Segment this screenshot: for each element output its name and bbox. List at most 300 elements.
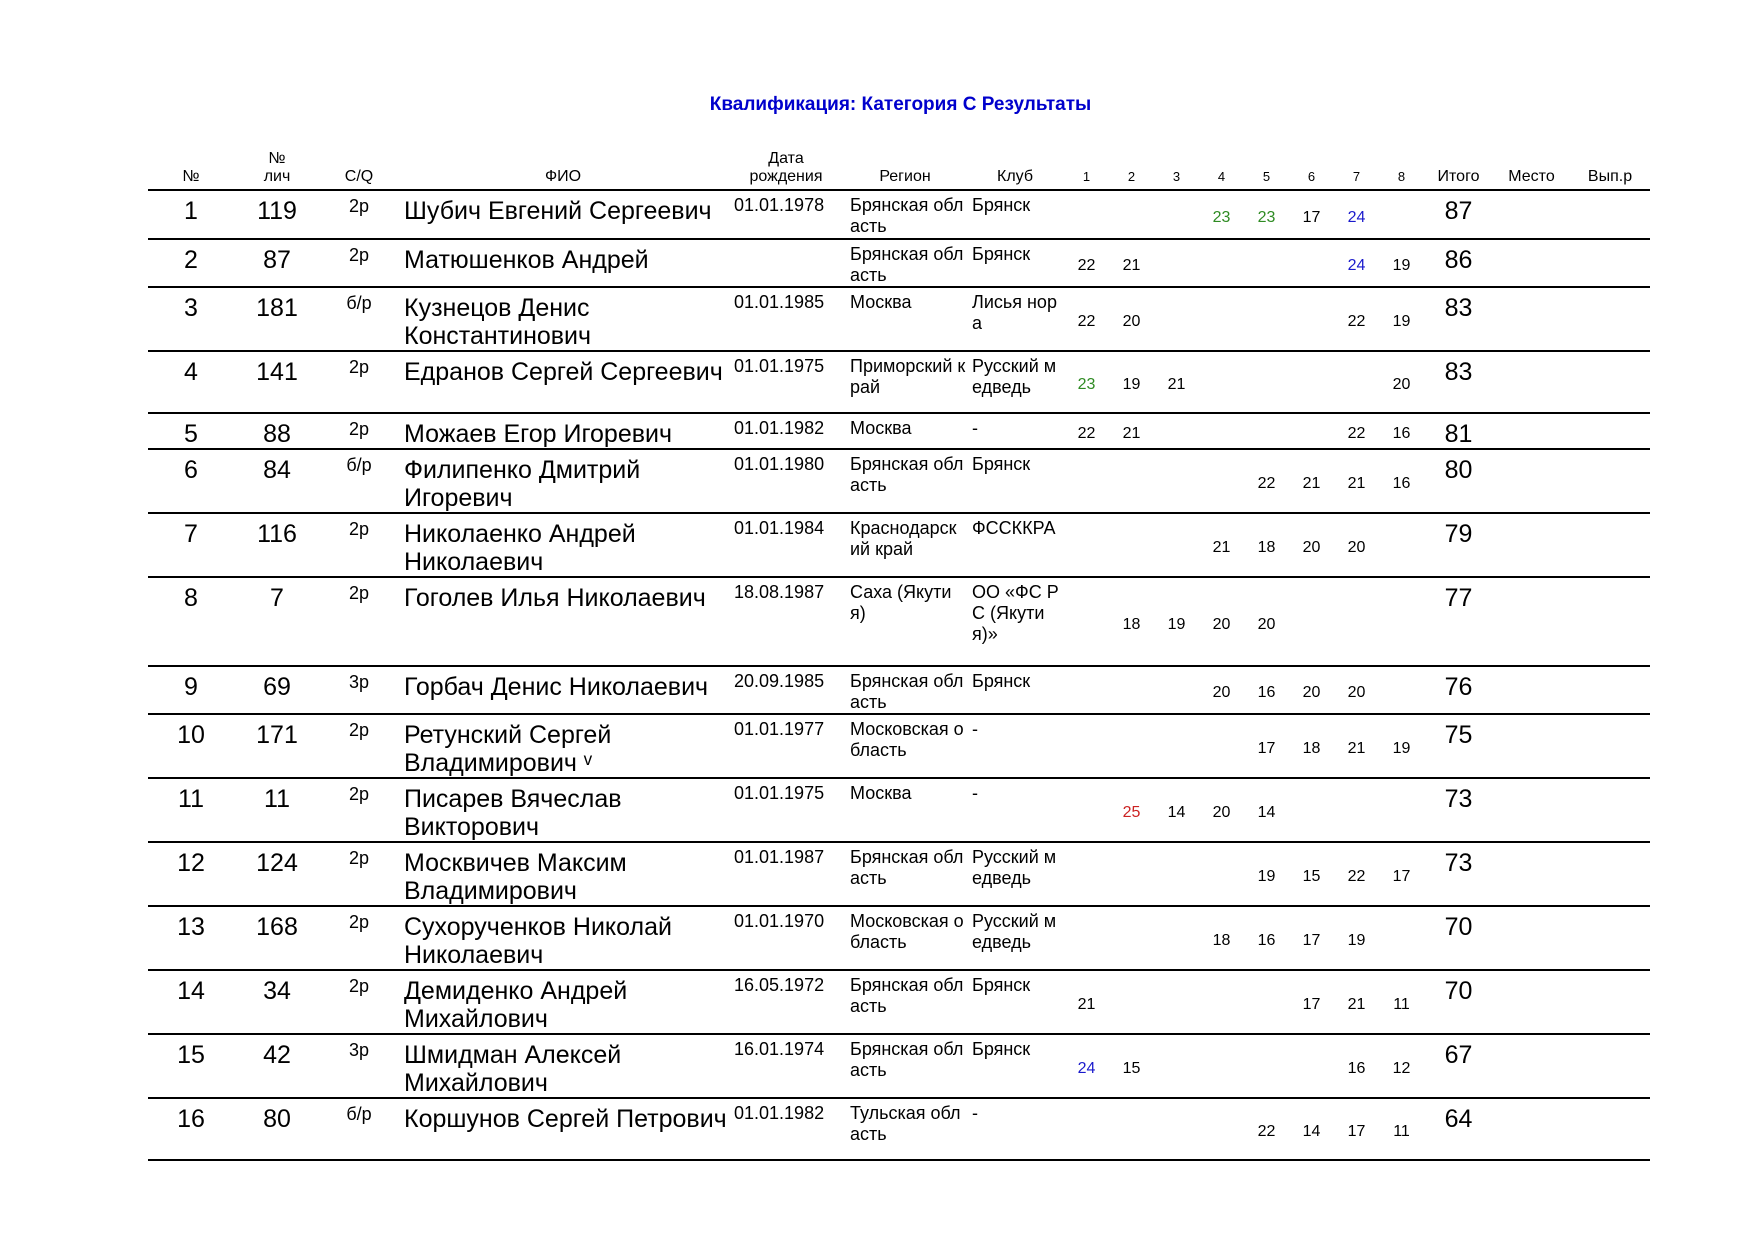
series-score bbox=[1109, 970, 1154, 1034]
place bbox=[1493, 351, 1570, 413]
series-score bbox=[1109, 449, 1154, 513]
full-name: Николаенко Андрей Николаевич bbox=[398, 513, 728, 577]
series-score: 16 bbox=[1334, 1034, 1379, 1098]
place bbox=[1493, 190, 1570, 239]
table-row bbox=[148, 577, 1650, 666]
series-score bbox=[1109, 666, 1154, 714]
vyp-rank bbox=[1570, 413, 1650, 449]
series-score: 21 bbox=[1334, 449, 1379, 513]
table-row bbox=[148, 778, 1650, 842]
row-number: 16 bbox=[148, 1098, 234, 1160]
table-row bbox=[148, 1098, 1650, 1160]
region: Брянская область bbox=[844, 970, 966, 1034]
total-score: 73 bbox=[1424, 778, 1493, 842]
vyp-rank bbox=[1570, 778, 1650, 842]
series-score: 20 bbox=[1199, 666, 1244, 714]
table-row bbox=[148, 449, 1650, 513]
vyp-rank bbox=[1570, 1034, 1650, 1098]
vyp-rank bbox=[1570, 714, 1650, 778]
region: Тульская область bbox=[844, 1098, 966, 1160]
vyp-rank bbox=[1570, 513, 1650, 577]
place bbox=[1493, 239, 1570, 287]
row-number: 13 bbox=[148, 906, 234, 970]
birth-date: 16.05.1972 bbox=[728, 970, 844, 1034]
qualification: 2р bbox=[320, 842, 398, 906]
license-number: 141 bbox=[234, 351, 320, 413]
series-score bbox=[1244, 1034, 1289, 1098]
series-score: 23 bbox=[1064, 351, 1109, 413]
club: - bbox=[966, 1098, 1064, 1160]
license-number: 124 bbox=[234, 842, 320, 906]
row-number: 15 bbox=[148, 1034, 234, 1098]
license-number: 87 bbox=[234, 239, 320, 287]
series-score bbox=[1199, 1098, 1244, 1160]
series-score: 21 bbox=[1109, 239, 1154, 287]
series-score bbox=[1154, 842, 1199, 906]
series-score bbox=[1109, 513, 1154, 577]
full-name: Сухорученков Николай Николаевич bbox=[398, 906, 728, 970]
series-score: 12 bbox=[1379, 1034, 1424, 1098]
birth-date: 01.01.1978 bbox=[728, 190, 844, 239]
vyp-rank bbox=[1570, 351, 1650, 413]
birth-date: 01.01.1975 bbox=[728, 351, 844, 413]
series-score: 16 bbox=[1244, 906, 1289, 970]
full-name: Едранов Сергей Сергеевич bbox=[398, 351, 728, 413]
license-number: 168 bbox=[234, 906, 320, 970]
series-score: 15 bbox=[1289, 842, 1334, 906]
header-fio: ФИО bbox=[398, 150, 728, 190]
series-score: 15 bbox=[1109, 1034, 1154, 1098]
club: ФССККРА bbox=[966, 513, 1064, 577]
full-name: Гоголев Илья Николаевич bbox=[398, 577, 728, 666]
header-club: Клуб bbox=[966, 150, 1064, 190]
table-row bbox=[148, 970, 1650, 1034]
series-score: 22 bbox=[1064, 413, 1109, 449]
series-score: 19 bbox=[1154, 577, 1199, 666]
region: Краснодарский край bbox=[844, 513, 966, 577]
series-score bbox=[1154, 714, 1199, 778]
series-score: 20 bbox=[1289, 666, 1334, 714]
total-score: 70 bbox=[1424, 906, 1493, 970]
series-score bbox=[1244, 970, 1289, 1034]
series-score bbox=[1064, 714, 1109, 778]
license-number: 181 bbox=[234, 287, 320, 351]
series-score bbox=[1334, 351, 1379, 413]
table-row bbox=[148, 239, 1650, 287]
series-score: 18 bbox=[1244, 513, 1289, 577]
row-number: 6 bbox=[148, 449, 234, 513]
series-score bbox=[1334, 778, 1379, 842]
qualification: 2р bbox=[320, 190, 398, 239]
header-series-2: 2 bbox=[1109, 150, 1154, 190]
series-score: 20 bbox=[1244, 577, 1289, 666]
qualification: 2р bbox=[320, 413, 398, 449]
header-lic: № лич bbox=[234, 150, 320, 190]
club: Брянск bbox=[966, 970, 1064, 1034]
series-score: 21 bbox=[1154, 351, 1199, 413]
birth-date: 01.01.1980 bbox=[728, 449, 844, 513]
series-score: 17 bbox=[1289, 190, 1334, 239]
birth-date: 20.09.1985 bbox=[728, 666, 844, 714]
row-number: 12 bbox=[148, 842, 234, 906]
header-row bbox=[148, 150, 1650, 190]
place bbox=[1493, 287, 1570, 351]
club: Брянск bbox=[966, 239, 1064, 287]
series-score bbox=[1154, 1098, 1199, 1160]
series-score bbox=[1379, 577, 1424, 666]
total-score: 76 bbox=[1424, 666, 1493, 714]
region: Москва bbox=[844, 287, 966, 351]
full-name: Ретунский Сергей Владимирович ᵛ bbox=[398, 714, 728, 778]
series-score: 24 bbox=[1064, 1034, 1109, 1098]
license-number: 11 bbox=[234, 778, 320, 842]
license-number: 34 bbox=[234, 970, 320, 1034]
vyp-rank bbox=[1570, 1098, 1650, 1160]
place bbox=[1493, 1034, 1570, 1098]
place bbox=[1493, 577, 1570, 666]
license-number: 84 bbox=[234, 449, 320, 513]
series-score bbox=[1064, 666, 1109, 714]
birth-date: 01.01.1977 bbox=[728, 714, 844, 778]
series-score: 20 bbox=[1199, 577, 1244, 666]
row-number: 7 bbox=[148, 513, 234, 577]
full-name: Шмидман Алексей Михайлович bbox=[398, 1034, 728, 1098]
full-name: Писарев Вячеслав Викторович bbox=[398, 778, 728, 842]
region: Брянская область bbox=[844, 190, 966, 239]
series-score: 20 bbox=[1289, 513, 1334, 577]
series-score bbox=[1199, 842, 1244, 906]
series-score: 16 bbox=[1379, 413, 1424, 449]
series-score bbox=[1199, 413, 1244, 449]
table-row bbox=[148, 714, 1650, 778]
total-score: 75 bbox=[1424, 714, 1493, 778]
series-score: 22 bbox=[1244, 1098, 1289, 1160]
series-score bbox=[1154, 513, 1199, 577]
series-score: 21 bbox=[1064, 970, 1109, 1034]
total-score: 83 bbox=[1424, 287, 1493, 351]
full-name: Кузнецов Денис Константинович bbox=[398, 287, 728, 351]
series-score: 19 bbox=[1244, 842, 1289, 906]
page-title: Квалификация: Категория С Результаты bbox=[709, 94, 1092, 115]
row-number: 1 bbox=[148, 190, 234, 239]
series-score bbox=[1289, 239, 1334, 287]
vyp-rank bbox=[1570, 970, 1650, 1034]
row-number: 3 bbox=[148, 287, 234, 351]
place bbox=[1493, 970, 1570, 1034]
series-score: 22 bbox=[1334, 287, 1379, 351]
header-series-7: 7 bbox=[1334, 150, 1379, 190]
series-score: 20 bbox=[1334, 513, 1379, 577]
series-score bbox=[1154, 666, 1199, 714]
table-row bbox=[148, 842, 1650, 906]
vyp-rank bbox=[1570, 190, 1650, 239]
birth-date: 01.01.1982 bbox=[728, 413, 844, 449]
row-number: 4 bbox=[148, 351, 234, 413]
series-score: 19 bbox=[1379, 239, 1424, 287]
region: Брянская область bbox=[844, 449, 966, 513]
series-score: 19 bbox=[1334, 906, 1379, 970]
header-place: Место bbox=[1493, 150, 1570, 190]
series-score bbox=[1244, 239, 1289, 287]
series-score: 17 bbox=[1334, 1098, 1379, 1160]
club: Брянск bbox=[966, 449, 1064, 513]
qualification: б/р bbox=[320, 287, 398, 351]
header-series-3: 3 bbox=[1154, 150, 1199, 190]
row-number: 2 bbox=[148, 239, 234, 287]
club: Брянск bbox=[966, 190, 1064, 239]
series-score: 21 bbox=[1334, 714, 1379, 778]
series-score: 17 bbox=[1379, 842, 1424, 906]
row-number: 14 bbox=[148, 970, 234, 1034]
qualification: 2р bbox=[320, 714, 398, 778]
region: Московская область bbox=[844, 714, 966, 778]
vyp-rank bbox=[1570, 906, 1650, 970]
full-name: Филипенко Дмитрий Игоревич bbox=[398, 449, 728, 513]
series-score: 24 bbox=[1334, 190, 1379, 239]
series-score bbox=[1064, 577, 1109, 666]
series-score: 21 bbox=[1109, 413, 1154, 449]
place bbox=[1493, 778, 1570, 842]
full-name: Демиденко Андрей Михайлович bbox=[398, 970, 728, 1034]
row-number: 9 bbox=[148, 666, 234, 714]
series-score: 18 bbox=[1199, 906, 1244, 970]
series-score bbox=[1109, 1098, 1154, 1160]
series-score: 18 bbox=[1289, 714, 1334, 778]
vyp-rank bbox=[1570, 239, 1650, 287]
series-score: 17 bbox=[1244, 714, 1289, 778]
header-total: Итого bbox=[1424, 150, 1493, 190]
series-score bbox=[1064, 778, 1109, 842]
birth-date: 01.01.1987 bbox=[728, 842, 844, 906]
table-row bbox=[148, 190, 1650, 239]
birth-date: 01.01.1975 bbox=[728, 778, 844, 842]
header-cq: C/Q bbox=[320, 150, 398, 190]
series-score bbox=[1199, 970, 1244, 1034]
table-row bbox=[148, 1034, 1650, 1098]
series-score bbox=[1244, 413, 1289, 449]
region: Приморский край bbox=[844, 351, 966, 413]
series-score bbox=[1199, 287, 1244, 351]
birth-date: 01.01.1985 bbox=[728, 287, 844, 351]
place bbox=[1493, 449, 1570, 513]
series-score bbox=[1064, 190, 1109, 239]
series-score bbox=[1289, 413, 1334, 449]
place bbox=[1493, 714, 1570, 778]
series-score: 23 bbox=[1199, 190, 1244, 239]
birth-date: 16.01.1974 bbox=[728, 1034, 844, 1098]
club: ОО «ФС РС (Якутия)» bbox=[966, 577, 1064, 666]
series-score bbox=[1154, 906, 1199, 970]
series-score: 21 bbox=[1334, 970, 1379, 1034]
series-score: 21 bbox=[1199, 513, 1244, 577]
series-score: 18 bbox=[1109, 577, 1154, 666]
series-score: 25 bbox=[1109, 778, 1154, 842]
series-score: 14 bbox=[1244, 778, 1289, 842]
series-score bbox=[1379, 778, 1424, 842]
series-score bbox=[1109, 906, 1154, 970]
license-number: 7 bbox=[234, 577, 320, 666]
series-score bbox=[1154, 287, 1199, 351]
qualification: 3р bbox=[320, 1034, 398, 1098]
series-score bbox=[1289, 577, 1334, 666]
series-score bbox=[1064, 842, 1109, 906]
place bbox=[1493, 666, 1570, 714]
row-number: 11 bbox=[148, 778, 234, 842]
qualification: 2р bbox=[320, 778, 398, 842]
series-score bbox=[1064, 513, 1109, 577]
series-score: 22 bbox=[1334, 413, 1379, 449]
series-score bbox=[1154, 1034, 1199, 1098]
table-row bbox=[148, 287, 1650, 351]
series-score bbox=[1244, 287, 1289, 351]
full-name: Можаев Егор Игоревич bbox=[398, 413, 728, 449]
row-number: 8 bbox=[148, 577, 234, 666]
birth-date: 01.01.1970 bbox=[728, 906, 844, 970]
place bbox=[1493, 906, 1570, 970]
series-score: 20 bbox=[1334, 666, 1379, 714]
series-score: 17 bbox=[1289, 906, 1334, 970]
total-score: 77 bbox=[1424, 577, 1493, 666]
series-score: 21 bbox=[1289, 449, 1334, 513]
total-score: 79 bbox=[1424, 513, 1493, 577]
place bbox=[1493, 842, 1570, 906]
club: Русский медведь bbox=[966, 842, 1064, 906]
full-name: Москвичев Максим Владимирович bbox=[398, 842, 728, 906]
series-score bbox=[1289, 351, 1334, 413]
region: Москва bbox=[844, 778, 966, 842]
series-score: 22 bbox=[1064, 287, 1109, 351]
series-score: 11 bbox=[1379, 1098, 1424, 1160]
region: Саха (Якутия) bbox=[844, 577, 966, 666]
series-score: 16 bbox=[1379, 449, 1424, 513]
header-series-4: 4 bbox=[1199, 150, 1244, 190]
vyp-rank bbox=[1570, 577, 1650, 666]
series-score bbox=[1154, 449, 1199, 513]
series-score bbox=[1289, 287, 1334, 351]
series-score: 16 bbox=[1244, 666, 1289, 714]
series-score bbox=[1199, 449, 1244, 513]
series-score: 23 bbox=[1244, 190, 1289, 239]
table-row bbox=[148, 351, 1650, 413]
series-score: 24 bbox=[1334, 239, 1379, 287]
qualification: 2р bbox=[320, 970, 398, 1034]
series-score: 20 bbox=[1379, 351, 1424, 413]
qualification: 2р bbox=[320, 577, 398, 666]
total-score: 70 bbox=[1424, 970, 1493, 1034]
qualification: б/р bbox=[320, 1098, 398, 1160]
vyp-rank bbox=[1570, 287, 1650, 351]
header-series-8: 8 bbox=[1379, 150, 1424, 190]
place bbox=[1493, 413, 1570, 449]
table-row bbox=[148, 413, 1650, 449]
series-score: 19 bbox=[1379, 287, 1424, 351]
birth-date bbox=[728, 239, 844, 287]
series-score bbox=[1064, 1098, 1109, 1160]
series-score: 17 bbox=[1289, 970, 1334, 1034]
series-score: 11 bbox=[1379, 970, 1424, 1034]
club: Русский медведь bbox=[966, 906, 1064, 970]
series-score bbox=[1199, 239, 1244, 287]
series-score bbox=[1289, 1034, 1334, 1098]
header-num: № bbox=[148, 150, 234, 190]
table-row bbox=[148, 666, 1650, 714]
birth-date: 18.08.1987 bbox=[728, 577, 844, 666]
series-score: 20 bbox=[1109, 287, 1154, 351]
region: Московская область bbox=[844, 906, 966, 970]
header-vyp: Вып.р bbox=[1570, 150, 1650, 190]
license-number: 116 bbox=[234, 513, 320, 577]
place bbox=[1493, 1098, 1570, 1160]
series-score: 14 bbox=[1289, 1098, 1334, 1160]
qualification: 3р bbox=[320, 666, 398, 714]
qualification: 2р bbox=[320, 239, 398, 287]
vyp-rank bbox=[1570, 449, 1650, 513]
series-score bbox=[1154, 970, 1199, 1034]
club: Лисья нора bbox=[966, 287, 1064, 351]
qualification: 2р bbox=[320, 351, 398, 413]
series-score bbox=[1154, 413, 1199, 449]
region: Брянская область bbox=[844, 842, 966, 906]
series-score: 19 bbox=[1109, 351, 1154, 413]
qualification: б/р bbox=[320, 449, 398, 513]
series-score: 14 bbox=[1154, 778, 1199, 842]
club: Брянск bbox=[966, 666, 1064, 714]
series-score bbox=[1379, 190, 1424, 239]
club: - bbox=[966, 714, 1064, 778]
vyp-rank bbox=[1570, 666, 1650, 714]
total-score: 87 bbox=[1424, 190, 1493, 239]
license-number: 88 bbox=[234, 413, 320, 449]
series-score bbox=[1154, 190, 1199, 239]
table-row bbox=[148, 906, 1650, 970]
qualification: 2р bbox=[320, 513, 398, 577]
series-score bbox=[1244, 351, 1289, 413]
series-score bbox=[1154, 239, 1199, 287]
place bbox=[1493, 513, 1570, 577]
license-number: 171 bbox=[234, 714, 320, 778]
full-name: Коршунов Сергей Петрович bbox=[398, 1098, 728, 1160]
header-series-6: 6 bbox=[1289, 150, 1334, 190]
license-number: 42 bbox=[234, 1034, 320, 1098]
header-region: Регион bbox=[844, 150, 966, 190]
series-score: 22 bbox=[1334, 842, 1379, 906]
series-score bbox=[1199, 714, 1244, 778]
region: Брянская область bbox=[844, 1034, 966, 1098]
region: Москва bbox=[844, 413, 966, 449]
club: Брянск bbox=[966, 1034, 1064, 1098]
license-number: 69 bbox=[234, 666, 320, 714]
total-score: 80 bbox=[1424, 449, 1493, 513]
series-score bbox=[1289, 778, 1334, 842]
total-score: 83 bbox=[1424, 351, 1493, 413]
club: - bbox=[966, 778, 1064, 842]
total-score: 86 bbox=[1424, 239, 1493, 287]
birth-date: 01.01.1984 bbox=[728, 513, 844, 577]
total-score: 81 bbox=[1424, 413, 1493, 449]
series-score: 20 bbox=[1199, 778, 1244, 842]
license-number: 119 bbox=[234, 190, 320, 239]
row-number: 5 bbox=[148, 413, 234, 449]
table-row bbox=[148, 513, 1650, 577]
series-score bbox=[1379, 666, 1424, 714]
header-series-1: 1 bbox=[1064, 150, 1109, 190]
series-score bbox=[1199, 351, 1244, 413]
full-name: Шубич Евгений Сергеевич bbox=[398, 190, 728, 239]
vyp-rank bbox=[1570, 842, 1650, 906]
series-score bbox=[1109, 714, 1154, 778]
club: Русский медведь bbox=[966, 351, 1064, 413]
region: Брянская область bbox=[844, 666, 966, 714]
